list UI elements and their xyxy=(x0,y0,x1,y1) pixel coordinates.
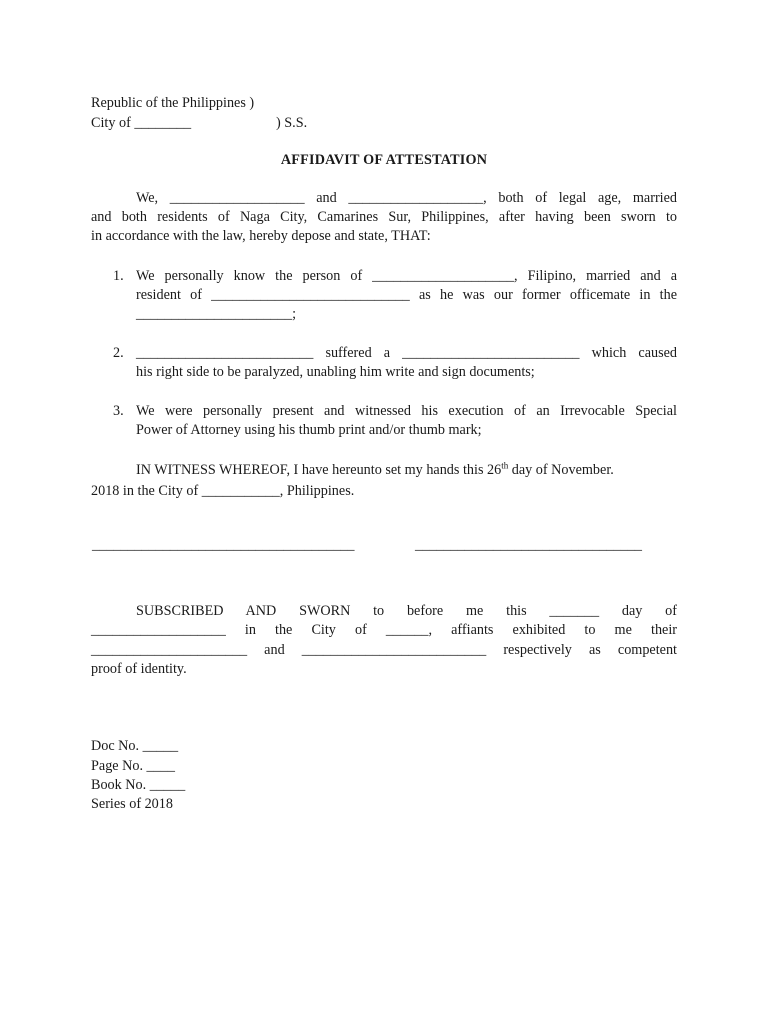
witness-text: IN WITNESS WHEREOF, I have hereunto set my hands this 26 xyxy=(136,462,502,478)
item-1-line-2: resident of ____________________________ as he was our former officemate in the xyxy=(136,287,677,303)
witness-text-end: day of November. xyxy=(508,462,614,478)
book-number: Book No. _____ xyxy=(91,777,186,793)
ordinal-suffix: th xyxy=(501,460,509,471)
signature-line-right: ________________________________ xyxy=(415,537,642,553)
page-number: Page No. ____ xyxy=(91,758,175,774)
subscribed-line-1: SUBSCRIBED AND SWORN to before me this _______ day of xyxy=(136,603,677,619)
item-2-line-2: his right side to be paralyzed, unabling him write and sign documents; xyxy=(136,364,535,380)
subscribed-line-2: ___________________ in the City of ______, affiants exhibited to me their xyxy=(91,622,677,638)
intro-line-2: and both residents of Naga City, Camarines Sur, Philippines, after having been sworn to xyxy=(91,209,677,225)
document-title: AFFIDAVIT OF ATTESTATION xyxy=(280,152,488,168)
series-year: Series of 2018 xyxy=(91,796,173,812)
item-3-number: 3. xyxy=(113,403,124,419)
item-3-line-2: Power of Attorney using his thumb print and/or thumb mark; xyxy=(136,422,482,438)
subscribed-line-4: proof of identity. xyxy=(91,661,187,677)
intro-line-3: in accordance with the law, hereby depose and state, THAT: xyxy=(91,228,431,244)
item-2-number: 2. xyxy=(113,345,124,361)
item-1-line-1: We personally know the person of ____________________, Filipino, married and a xyxy=(136,268,677,284)
signature-line-left: _____________________________________ xyxy=(92,537,355,553)
item-1-line-3: ______________________; xyxy=(136,306,297,322)
republic-line: Republic of the Philippines ) xyxy=(91,95,255,111)
item-1-number: 1. xyxy=(113,268,124,284)
doc-number: Doc No. _____ xyxy=(91,738,179,754)
witness-line-2: 2018 in the City of ___________, Philippines. xyxy=(91,483,355,499)
item-2-line-1: _________________________ suffered a _________________________ which caused xyxy=(136,345,677,361)
item-3-line-1: We were personally present and witnessed his execution of an Irrevocable Special xyxy=(136,403,677,419)
intro-line-1: We, ___________________ and ___________________, both of legal age, married xyxy=(136,190,677,206)
city-line: City of ________ xyxy=(91,115,192,131)
ss-label: ) S.S. xyxy=(276,115,308,131)
subscribed-line-3: ______________________ and __________________________ respectively as competent xyxy=(91,642,677,658)
witness-line-1 xyxy=(136,461,614,479)
